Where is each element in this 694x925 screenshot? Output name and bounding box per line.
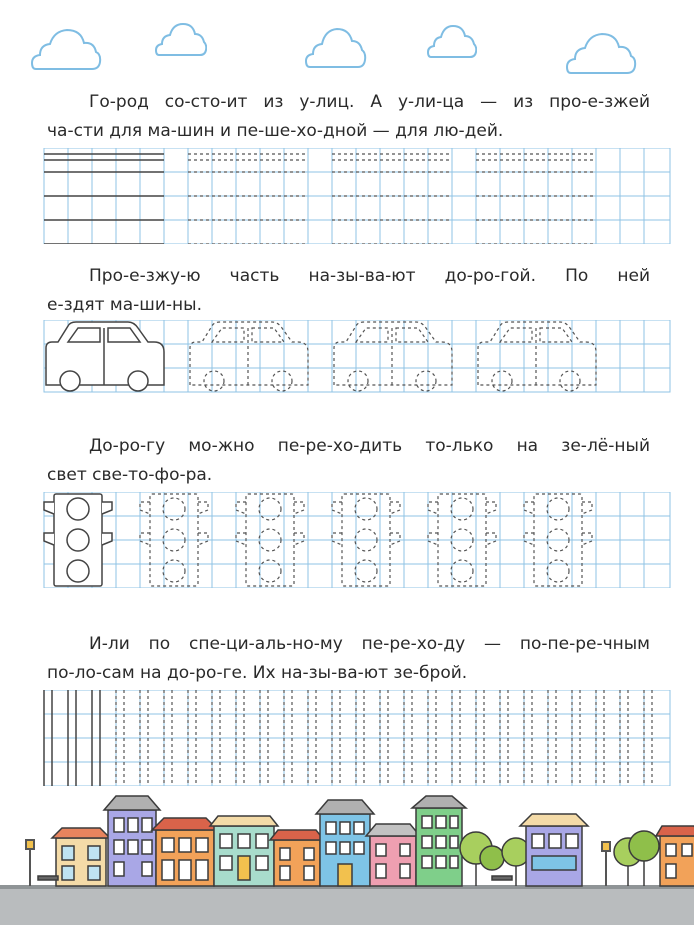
cloud-icon	[30, 25, 102, 73]
paragraph-3	[47, 432, 650, 490]
road	[0, 888, 694, 925]
paragraph-4-line-2: по-ло-сам на до-ро-ге. Их на-зы-ва-ют зе-брой.	[47, 663, 468, 683]
car-dashed-trace	[478, 322, 596, 391]
building-icon	[152, 818, 218, 886]
building-icon	[366, 824, 420, 886]
paragraph-2	[47, 262, 650, 320]
tree-icon	[614, 831, 659, 886]
car-solid-sample	[46, 322, 164, 391]
paragraph-2-line-1: Про-е-зжу-ю часть на-зы-ва-ют до-ро-гой. По ней	[89, 266, 650, 286]
traffic-light-exercise	[0, 492, 694, 588]
traffic-light-solid-sample	[44, 494, 112, 586]
building-icon	[210, 816, 278, 886]
cloud-icon	[155, 20, 207, 58]
dashed-lines-trace	[188, 154, 596, 244]
paragraph-1-line-2: ча-сти для ма-шин и пе-ше-хо-дной — для лю-дей.	[47, 121, 504, 141]
building-icon	[270, 830, 324, 886]
horizontal-lines-exercise	[0, 148, 694, 244]
city-illustration	[0, 788, 694, 925]
paragraph-2-line-2: е-здят ма-ши-ны.	[47, 295, 202, 315]
paragraph-1-line-1: Го-род со-сто-ит из у-лиц. А у-ли-ца — из про-е-зжей	[89, 92, 650, 112]
paragraph-4-line-1: И-ли по спе-ци-аль-но-му пе-ре-хо-ду — по-пе-ре-чным	[89, 634, 650, 654]
building-icon	[316, 800, 374, 886]
building-icon	[656, 826, 694, 886]
building-icon	[52, 828, 110, 886]
car-dashed-trace	[334, 322, 452, 391]
cloud-icon	[427, 22, 477, 60]
building-icon	[412, 796, 466, 886]
paragraph-4	[47, 630, 650, 688]
zebra-exercise	[0, 690, 694, 786]
paragraph-3-line-2: свет све-то-фо-ра.	[47, 465, 213, 485]
cloud-icon	[565, 30, 637, 76]
cloud-icon	[305, 24, 367, 70]
paragraph-3-line-1: До-ро-гу мо-жно пе-ре-хо-дить то-лько на зе-лё-ный	[89, 436, 650, 456]
paragraph-1	[47, 88, 650, 146]
solid-lines-sample	[44, 154, 164, 244]
car-exercise	[0, 320, 694, 396]
building-icon	[104, 796, 160, 886]
building-icon	[520, 814, 588, 886]
car-dashed-trace	[190, 322, 308, 391]
